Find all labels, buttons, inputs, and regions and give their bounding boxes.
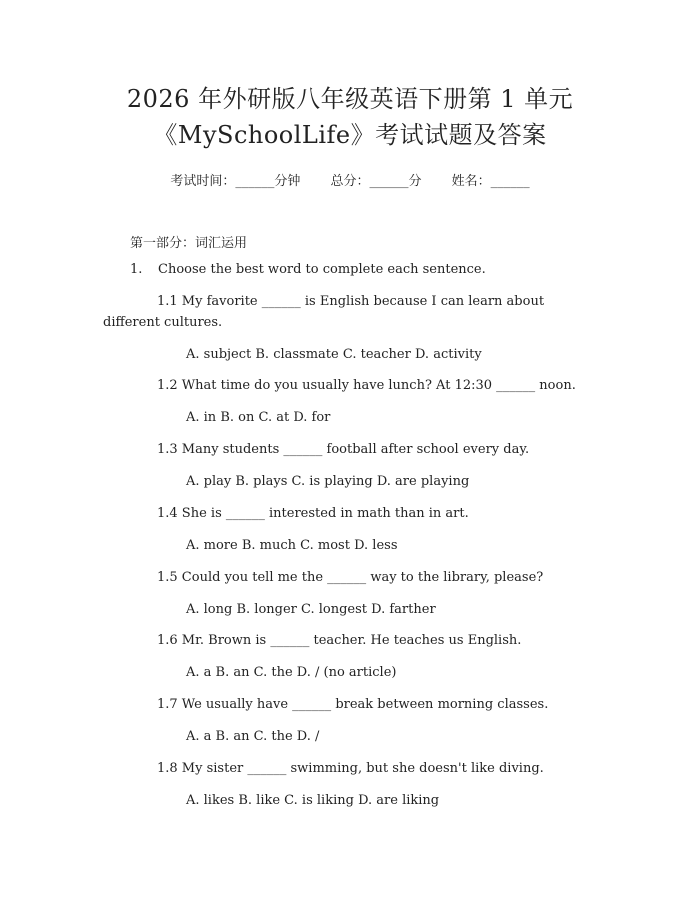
exam-title-line-1: 2026 年外研版八年级英语下册第 1 单元 <box>126 85 574 113</box>
total-score-field: 总分：______分 <box>330 174 422 189</box>
question-item: 1.1 My favorite ______ is English because I can learn about <box>157 294 545 309</box>
question-item: 1.8 My sister ______ swimming, but she doesn't like diving. <box>157 761 544 776</box>
exam-title-line-2: 《MySchoolLife》考试试题及答案 <box>153 121 547 149</box>
question-item: 1.2 What time do you usually have lunch? At 12:30 ______ noon. <box>157 378 576 393</box>
answer-options: A. more B. much C. most D. less <box>186 538 398 553</box>
student-name-field: 姓名：______ <box>451 174 530 189</box>
answer-options: A. a B. an C. the D. / (no article) <box>186 665 397 680</box>
answer-options: A. play B. plays C. is playing D. are playing <box>186 474 470 489</box>
exam-time-field: 考试时间：______分钟 <box>170 174 301 189</box>
question-item-continued: different cultures. <box>103 315 223 330</box>
answer-options: A. long B. longer C. longest D. farther <box>186 602 436 617</box>
question-item: 1.5 Could you tell me the ______ way to the library, please? <box>157 570 544 585</box>
question-item: 1.7 We usually have ______ break between morning classes. <box>157 697 549 712</box>
question-number: 1. <box>130 262 143 277</box>
answer-options: A. in B. on C. at D. for <box>186 410 331 425</box>
question-item: 1.3 Many students ______ football after school every day. <box>157 442 530 457</box>
section-heading: 第一部分：词汇运用 <box>130 236 248 251</box>
question-heading <box>130 262 486 277</box>
question-item: 1.4 She is ______ interested in math than in art. <box>157 506 469 521</box>
question-item: 1.6 Mr. Brown is ______ teacher. He teaches us English. <box>157 633 522 648</box>
answer-options: A. subject B. classmate C. teacher D. activity <box>186 347 482 362</box>
question-instruction: Choose the best word to complete each sentence. <box>158 262 486 277</box>
exam-meta <box>0 170 700 189</box>
answer-options: A. a B. an C. the D. / <box>186 729 320 744</box>
answer-options: A. likes B. like C. is liking D. are liking <box>186 793 440 808</box>
